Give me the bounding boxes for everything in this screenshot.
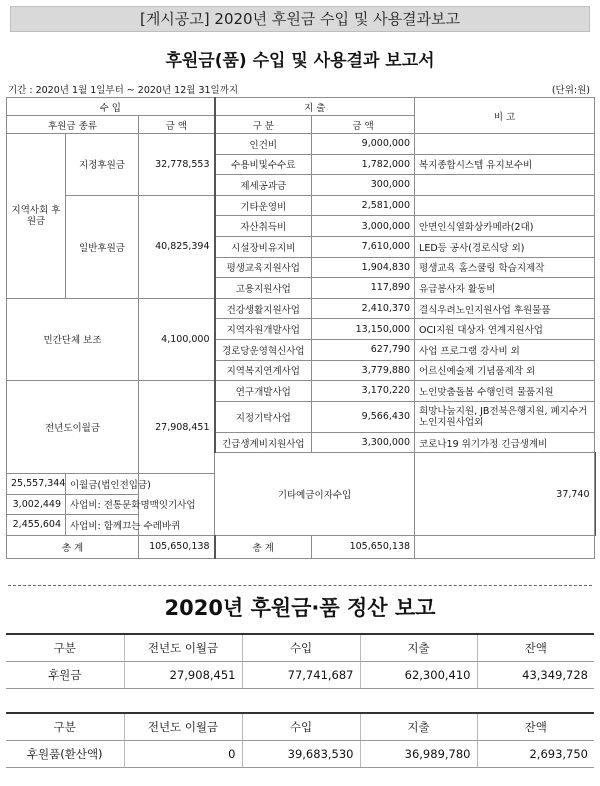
expense-item: 건강생활지원사업 (215, 298, 312, 319)
income-private-amount: 4,100,000 (139, 298, 215, 380)
total-note (415, 535, 595, 558)
income-general-amount: 40,825,394 (139, 195, 215, 298)
summary-header-category: 구분 (6, 634, 124, 662)
summary-table-donation (6, 633, 594, 689)
expense-amount: 3,779,880 (312, 360, 415, 381)
income-group-local: 지역사회 후원금 (7, 134, 66, 299)
expense-amount: 1,904,830 (312, 257, 415, 278)
summary-header-carry: 전년도 이월금 (124, 713, 242, 741)
summary-row-label: 후원금 (6, 662, 124, 689)
expense-item: 자산취득비 (215, 216, 312, 237)
expense-amount: 3,170,220 (312, 381, 415, 402)
summary-row-label: 후원품(환산액) (6, 741, 124, 768)
expense-item: 경로당운영혁신사업 (215, 339, 312, 360)
summary-balance: 2,693,750 (477, 741, 594, 768)
expense-note: 어르신예술제 기념품제작 외 (415, 360, 595, 381)
expense-note: 평생교육 홈스쿨링 학습지제작 (415, 257, 595, 278)
income-designated-amount: 32,778,553 (139, 134, 215, 196)
income-private: 민간단체 보조 (7, 298, 139, 380)
expense-amount: 9,000,000 (312, 134, 415, 155)
expense-note: 코로나19 위기가정 긴급생계비 (415, 432, 595, 453)
carry-note: 사업비: 함께끄는 수레바퀴 (66, 515, 139, 536)
income-amount-header: 금 액 (139, 116, 215, 134)
settlement-title: 2020년 후원금·품 정산 보고 (164, 596, 436, 620)
expense-amount: 300,000 (312, 175, 415, 196)
expense-item: 연구개발사업 (215, 381, 312, 402)
expense-amount: 117,890 (312, 278, 415, 299)
summary-header-expense: 지출 (360, 713, 477, 741)
summary-header-income: 수입 (242, 713, 360, 741)
expense-amount: 7,610,000 (312, 236, 415, 257)
summary-carry: 0 (124, 741, 242, 768)
expense-amount: 3,000,000 (312, 216, 415, 237)
expense-item: 긴급생계비지원사업 (215, 432, 312, 453)
donation-type-header: 후원금 종류 (7, 116, 139, 134)
income-expense-table (6, 97, 595, 559)
expense-note: LED등 공사(경로식당 외) (415, 236, 595, 257)
unit-label: (단위:원) (551, 85, 590, 96)
expense-amount: 9,566,430 (312, 401, 415, 432)
expense-item: 평생교육지원사업 (215, 257, 312, 278)
expense-note (415, 134, 595, 155)
summary-header-category: 구분 (6, 713, 124, 741)
category-header: 구 분 (215, 116, 312, 134)
summary-header-balance: 잔액 (477, 713, 594, 741)
summary-balance: 43,349,728 (477, 662, 594, 689)
report-title: 후원금(품) 수입 및 사용결과 보고서 (165, 51, 435, 71)
income-designated: 지정후원금 (66, 134, 139, 196)
income-general: 일반후원금 (66, 195, 139, 298)
summary-header-balance: 잔액 (477, 634, 594, 662)
summary-header-expense: 지출 (360, 634, 477, 662)
expense-amount: 2,581,000 (312, 195, 415, 216)
summary-expense: 62,300,410 (360, 662, 477, 689)
expense-total-amount: 105,650,138 (312, 535, 415, 558)
expense-item: 지정기탁사업 (215, 401, 312, 432)
income-total-label: 총 계 (7, 535, 139, 558)
expense-item: 기타운영비 (215, 195, 312, 216)
expense-note: 희망나눔지원, JB전북은행지원, 폐지수거노인지원사업외 (415, 401, 595, 432)
income-carryover: 전년도이월금 (7, 381, 139, 474)
summary-carry: 27,908,451 (124, 662, 242, 689)
expense-note (415, 195, 595, 216)
expense-note (415, 175, 595, 196)
summary-income: 77,741,687 (242, 662, 360, 689)
expense-note: 노인맞춤돌봄 수행인력 물품지원 (415, 381, 595, 402)
income-interest-amount: 37,740 (415, 453, 595, 535)
expense-item: 제세공과금 (215, 175, 312, 196)
expense-note: 결식우려노인지원사업 후원물품 (415, 298, 595, 319)
section-divider (8, 585, 592, 586)
summary-header-income: 수입 (242, 634, 360, 662)
carry-amount: 25,557,344 (7, 473, 66, 494)
expense-note: 사업 프로그램 강사비 외 (415, 339, 595, 360)
expense-amount: 2,410,370 (312, 298, 415, 319)
summary-income: 39,683,530 (242, 741, 360, 768)
income-total-amount: 105,650,138 (139, 535, 215, 558)
expense-amount: 13,150,000 (312, 319, 415, 340)
expense-item: 시설장비유지비 (215, 236, 312, 257)
expense-note: 안면인식열화상카메라(2대) (415, 216, 595, 237)
summary-header-carry: 전년도 이월금 (124, 634, 242, 662)
income-carryover-amount: 27,908,451 (139, 381, 215, 474)
expense-header: 지 출 (215, 98, 415, 116)
expense-amount-header: 금 액 (312, 116, 415, 134)
expense-item: 고용지원사업 (215, 278, 312, 299)
expense-amount: 627,790 (312, 339, 415, 360)
income-header: 수 입 (7, 98, 215, 116)
summary-table-goods (6, 712, 594, 768)
expense-note: 유급봉사자 활동비 (415, 278, 595, 299)
expense-amount: 3,300,000 (312, 432, 415, 453)
notice-banner: [게시공고] 2020년 후원금 수입 및 사용결과보고 (10, 6, 590, 32)
expense-note: 복지종합시스템 유지보수비 (415, 154, 595, 175)
carry-note: 사업비: 전통문화명맥잇기사업 (66, 494, 139, 515)
carry-amount: 2,455,604 (7, 515, 66, 536)
expense-amount: 1,782,000 (312, 154, 415, 175)
expense-item: 지역자원개발사업 (215, 319, 312, 340)
report-period: 기간 : 2020년 1월 1일부터 ~ 2020년 12월 31일까지 (8, 85, 239, 96)
expense-item: 지역복지연계사업 (215, 360, 312, 381)
income-interest: 기타예금이자수입 (215, 453, 415, 535)
expense-total-label: 총 계 (215, 535, 312, 558)
summary-expense: 36,989,780 (360, 741, 477, 768)
expense-item: 수용비및수수료 (215, 154, 312, 175)
carry-amount: 3,002,449 (7, 494, 66, 515)
expense-note: OCI지원 대상자 연계지원사업 (415, 319, 595, 340)
expense-item: 인건비 (215, 134, 312, 155)
carry-note: 이월금(법인전입금) (66, 473, 139, 494)
note-header: 비 고 (415, 98, 595, 134)
